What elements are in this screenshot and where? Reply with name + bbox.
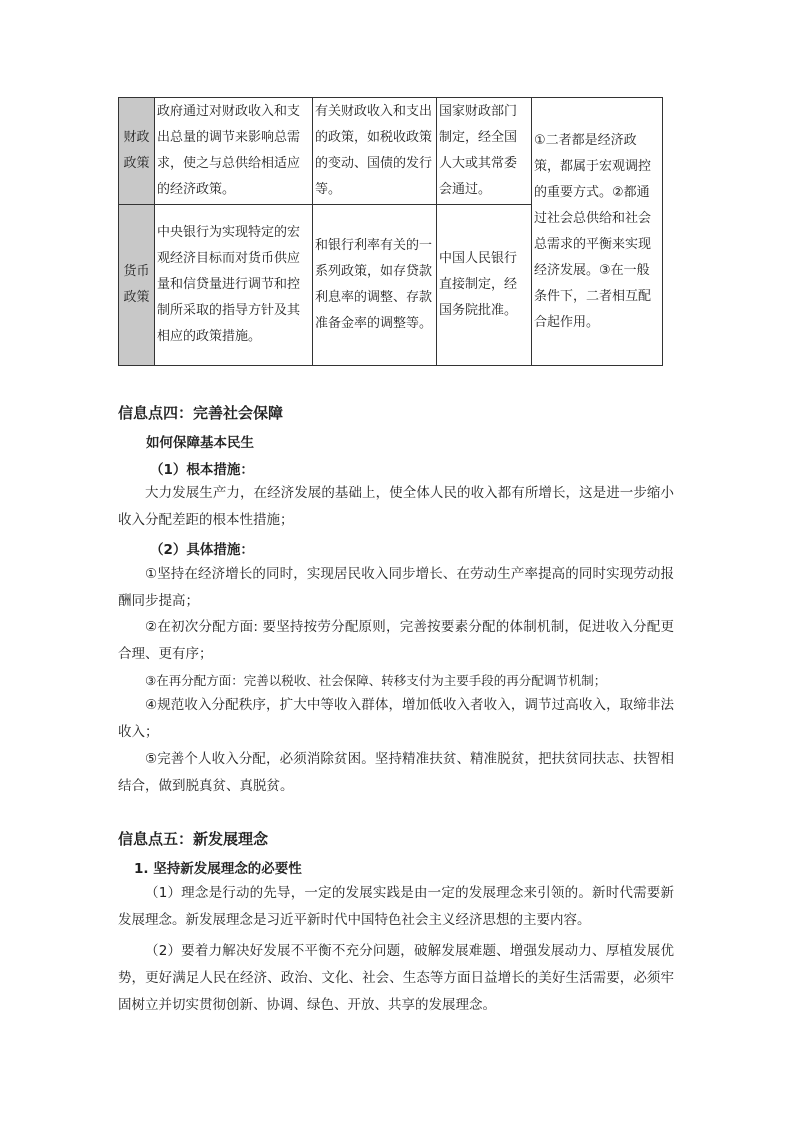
monetary-definition: 中央银行为实现特定的宏观经济目标而对货币供应量和信贷量进行调节和控制所采取的指导方针及其相应的政策措施。: [155, 205, 313, 366]
section5-title: 信息点五：新发展理念: [118, 830, 269, 848]
section4-item-4: ④规范收入分配秩序，扩大中等收入群体，增加低收入者收入，调节过高收入，取缔非法收入；: [118, 697, 674, 740]
section5-subtitle: 1. 坚持新发展理念的必要性: [134, 861, 302, 877]
row-label-monetary: 货币 政策: [119, 205, 155, 366]
section4-item-3: ③在再分配方面：完善以税收、社会保障、转移支付为主要手段的再分配调节机制；: [145, 673, 607, 688]
monetary-maker: 中国人民银行直接制定，经国务院批准。: [437, 205, 532, 366]
section4-item-2: ②在初次分配方面: 要坚持按劳分配原则，完善按要素分配的体制机制，促进收入分配更合理、更有序；: [118, 619, 674, 662]
section4-item-1: ①坚持在经济增长的同时，实现居民收入同步增长、在劳动生产率提高的同时实现劳动报酬同步提高；: [118, 566, 674, 609]
section4-subtitle: 如何保障基本民生: [146, 435, 254, 451]
fiscal-maker: 国家财政部门制定，经全国人大或其常委会通过。: [437, 98, 532, 205]
section5-item-2: （2）要着力解决好发展不平衡不充分问题，破解发展难题、增强发展动力、厚植发展优势，更好满足人民在经济、政治、文化、社会、生态等方面日益增长的美好生活需要，必须牢固树立并切实贯彻创新、协调、绿色、开放、共享的发展理念。: [118, 943, 674, 1013]
row-label-fiscal: 财政 政策: [119, 98, 155, 205]
monetary-content: 和银行利率有关的一系列政策，如存贷款利息率的调整、存款准备金率的调整等。: [313, 205, 437, 366]
policy-comparison-table: [118, 97, 663, 366]
table-row-fiscal: [119, 98, 663, 205]
fiscal-content: 有关财政收入和支出的政策，如税收政策的变动、国债的发行等。: [313, 98, 437, 205]
fiscal-definition: 政府通过对财政收入和支出总量的调节来影响总需求，使之与总供给相适应的经济政策。: [155, 98, 313, 205]
policy-relation: ①二者都是经济政策，都属于宏观调控的重要方式。②都通过社会总供给和社会总需求的平衡来实现经济发展。③在一般条件下，二者相互配合起作用。: [532, 98, 663, 366]
section4-heading-2: （2）具体措施：: [150, 542, 254, 558]
section4-heading-1: （1）根本措施：: [150, 462, 254, 478]
section4-title: 信息点四：完善社会保障: [118, 404, 284, 422]
section4-item-5: ⑤完善个人收入分配，必须消除贫困。坚持精准扶贫、精准脱贫，把扶贫同扶志、扶智相结合，做到脱真贫、真脱贫。: [118, 751, 674, 794]
section5-item-1: （1）理念是行动的先导，一定的发展实践是由一定的发展理念来引领的。新时代需要新发展理念。新发展理念是习近平新时代中国特色社会主义经济思想的主要内容。: [118, 885, 674, 928]
section4-paragraph-1: 大力发展生产力，在经济发展的基础上，使全体人民的收入都有所增长，这是进一步缩小收入分配差距的根本性措施；: [118, 485, 674, 528]
